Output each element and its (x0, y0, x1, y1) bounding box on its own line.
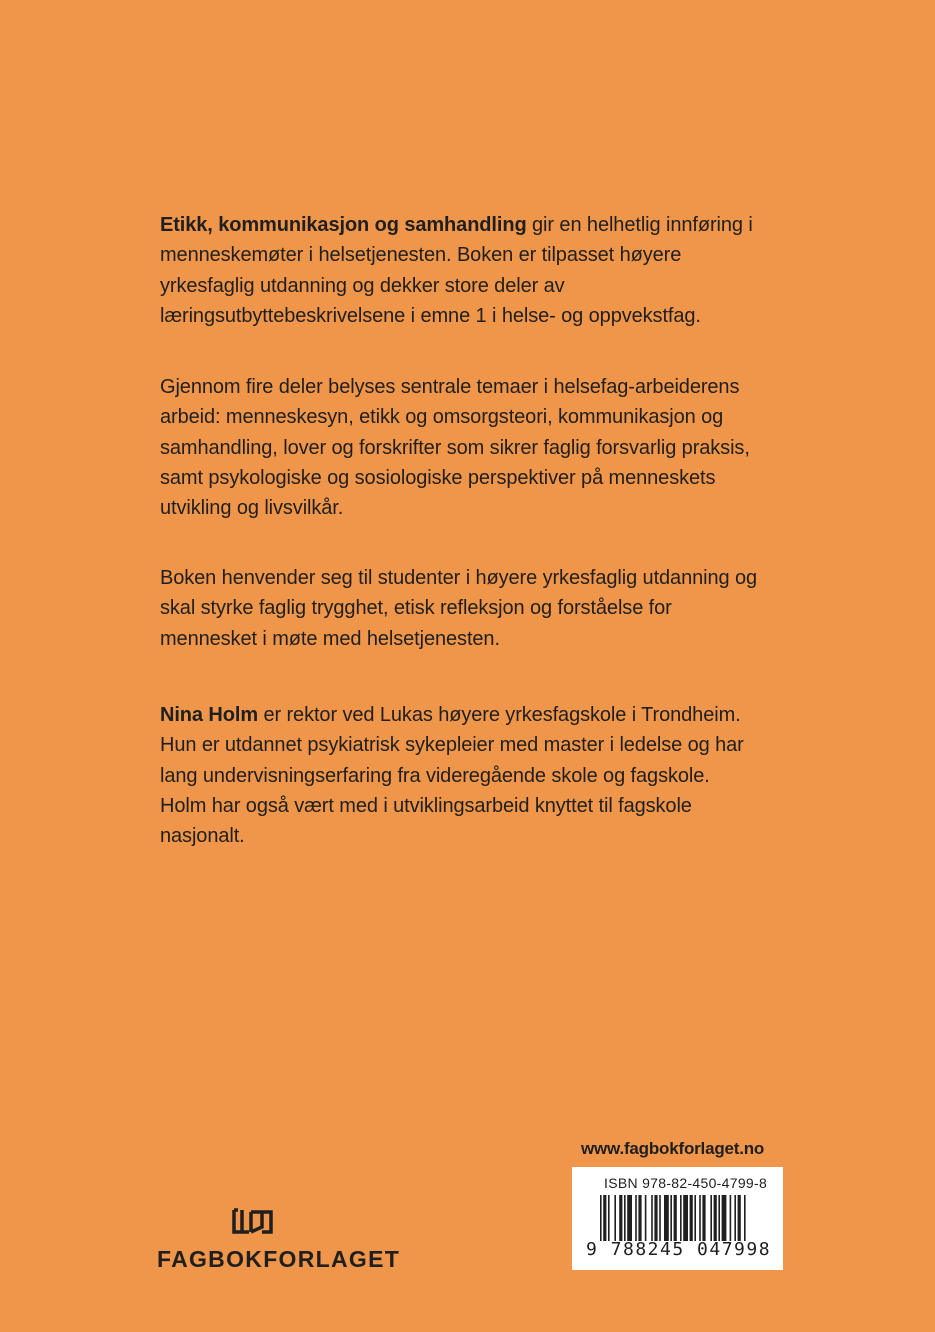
description-paragraph-1 (160, 210, 760, 331)
description-text-3: Boken henvender seg til studenter i høyere yrkesfaglig utdanning og skal styrke faglig trygghet, etisk refleksjon og forståelse for mennesket i møte med helsetjenesten. (160, 567, 758, 650)
open-book-logo-icon (232, 1207, 274, 1235)
description-text-2: Gjennom fire deler belyses sentrale temaer i helsefag-arbeiderens arbeid: menneskesyn, etikk og omsorgsteori, kommunikasjon og samhandling, lover og forskrifter som sikrer faglig forsvarlig praksis, samt psykologiske og sosiologiske perspektiver på menneskets utvikling og livsvilkår. (160, 376, 750, 520)
isbn-label: ISBN 978-82-450-4799-8 (604, 1175, 768, 1191)
author-name: Nina Holm (160, 704, 258, 726)
publisher-logo-text: FAGBOKFORLAGET (157, 1246, 401, 1272)
isbn-barcode (572, 1167, 783, 1270)
author-bio-text: er rektor ved Lukas høyere yrkesfagskole i Trondheim. Hun er utdannet psykiatrisk sykepleier med master i ledelse og har lang undervisningserfaring fra videregående skole og fagskole. Holm har også vært med i utviklingsarbeid knyttet til fagskole nasjonalt. (160, 704, 744, 848)
barcode-number: 9 788245 047998 (586, 1239, 772, 1260)
author-bio (160, 700, 760, 851)
description-paragraph-3 (160, 563, 760, 654)
publisher-website[interactable]: www.fagbokforlaget.no (581, 1139, 765, 1158)
book-title: Etikk, kommunikasjon og samhandling (160, 214, 527, 236)
description-paragraph-2 (160, 372, 760, 523)
description-text-1: gir en helhetlig innføring i menneskemøter i helsetjenesten. Boken er tilpasset høyere yrkesfaglig utdanning og dekker store deler av læringsutbyttebeskrivelsene i emne 1 i helse- og oppvekstfag. (160, 214, 753, 327)
barcode-icon (572, 1195, 783, 1241)
